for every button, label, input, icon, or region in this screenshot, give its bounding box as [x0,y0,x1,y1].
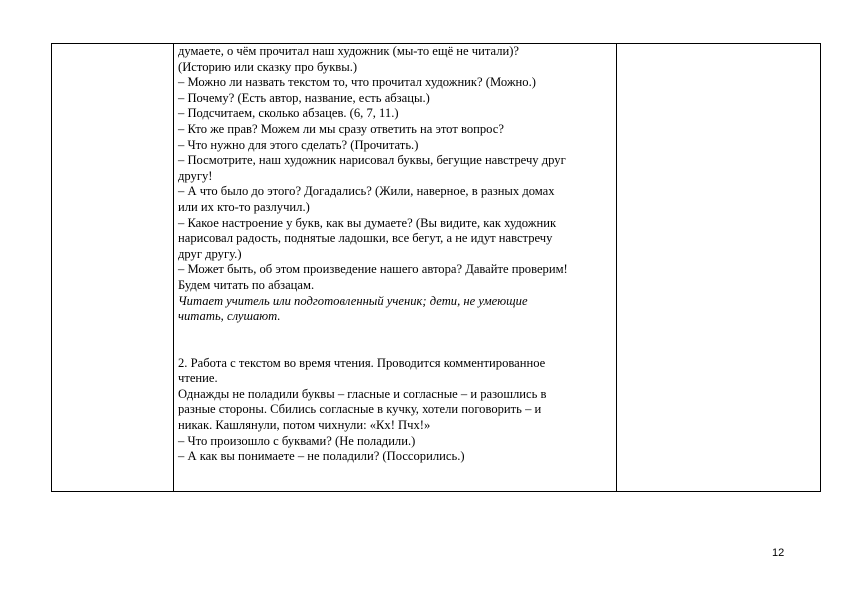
text-line: (Историю или сказку про буквы.) [178,59,358,74]
text-line: Однажды не поладили буквы – гласные и согласные – и разошлись в [178,386,547,401]
text-line: или их кто-то разлучил.) [178,199,310,214]
text-line: другу! [178,168,213,183]
text-line: 2. Работа с текстом во время чтения. Проводится комментированное [178,355,546,370]
text-line: – Кто же прав? Можем ли мы сразу ответить на этот вопрос? [178,121,504,136]
text-line: – Что нужно для этого сделать? (Прочитать.) [178,137,419,152]
italic-instruction-line: Читает учитель или подготовленный ученик; дети, не умеющие [178,293,528,308]
text-line: разные стороны. Сбились согласные в кучку, хотели поговорить – и [178,402,542,417]
text-line: нарисовал радость, поднятые ладошки, все бегут, а не идут навстречу [178,231,553,246]
page-number: 12 [772,547,785,559]
text-line: – Что произошло с буквами? (Не поладили.) [178,433,416,448]
text-line: – Какое настроение у букв, как вы думаете? (Вы видите, как художник [178,215,557,230]
text-line: – Подсчитаем, сколько абзацев. (6, 7, 11.) [178,106,399,121]
text-line: никак. Кашлянули, потом чихнули: «Кх! Пчх!» [178,418,431,433]
italic-instruction-line: читать, слушают. [178,309,281,324]
text-line: – Почему? (Есть автор, название, есть абзацы.) [178,90,430,105]
paragraph-spacer [178,325,614,356]
lesson-content-cell [178,44,614,465]
text-line: – А как вы понимаете – не поладили? (Поссорились.) [178,449,465,464]
column-divider-right [616,44,617,491]
text-line: – Может быть, об этом произведение нашего автора? Давайте проверим! [178,262,568,277]
text-line: Будем читать по абзацам. [178,277,315,292]
text-line: – Посмотрите, наш художник нарисовал буквы, бегущие навстречу друг [178,153,566,168]
column-divider-left [173,44,174,491]
text-line: – А что было до этого? Догадались? (Жили, наверное, в разных домах [178,184,555,199]
lesson-table [51,43,821,492]
text-line: друг другу.) [178,246,242,261]
text-line: – Можно ли назвать текстом то, что прочитал художник? (Можно.) [178,75,536,90]
text-line: чтение. [178,371,218,386]
text-line: думаете, о чём прочитал наш художник (мы-то ещё не читали)? [178,44,520,58]
